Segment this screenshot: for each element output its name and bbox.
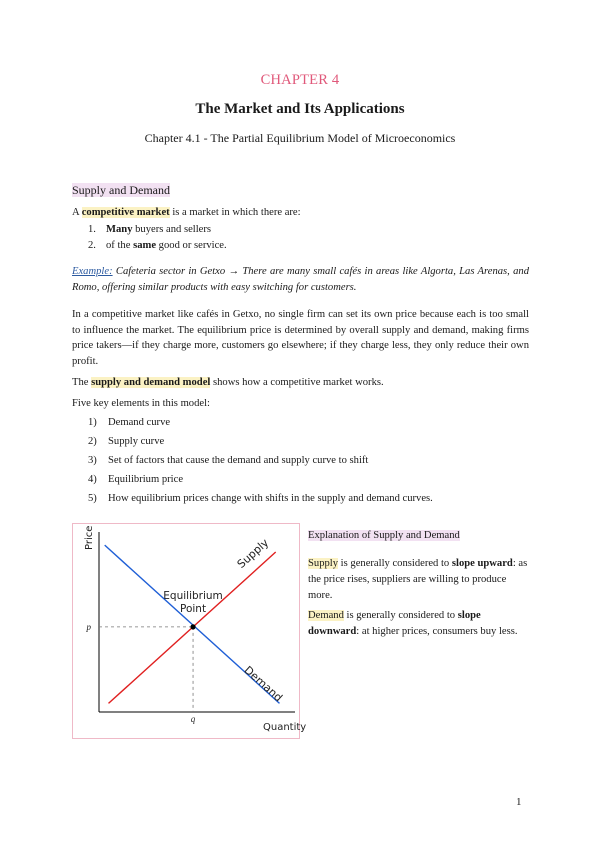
- supply-demand-model-term: supply and demand model: [91, 377, 211, 388]
- chapter-label: CHAPTER 4: [260, 72, 340, 88]
- demand-curve-label: Demand: [241, 663, 285, 705]
- supply-demand-figure: [72, 523, 307, 739]
- example-note: Example: Cafeteria sector in Getxo → There are many small cafés in areas like Algorta, Las Arenas, and Romo, offering similar products with easy switching for customers.: [72, 266, 529, 293]
- five-elements-intro: Five key elements in this model:: [72, 398, 210, 409]
- supply-curve-label: Supply: [234, 536, 272, 571]
- list-item: 2) Supply curve: [88, 436, 165, 447]
- list-item: 1) Demand curve: [88, 417, 171, 428]
- intro-sentence: A competitive market is a market in which there are:: [72, 207, 301, 218]
- p-label: p: [86, 621, 91, 632]
- list-item: 1. Many buyers and sellers: [88, 224, 212, 235]
- x-axis-label: Quantity: [263, 722, 307, 733]
- list-item: 4) Equilibrium price: [88, 474, 184, 485]
- supply-explanation: Supply is generally considered to slope upward: as the price rises, suppliers are willing to produce more.: [308, 558, 528, 601]
- explanation-heading: Explanation of Supply and Demand: [308, 530, 460, 541]
- list-item: 5) How equilibrium prices change with shifts in the supply and demand curves.: [88, 493, 433, 504]
- demand-explanation: Demand is generally considered to slope downward: at higher prices, consumers buy less.: [308, 610, 518, 637]
- supply-demand-chart: [73, 524, 307, 738]
- list-item: 3) Set of factors that cause the demand and supply curve to shift: [88, 455, 369, 466]
- page-number: 1: [516, 796, 522, 808]
- body-paragraph: In a competitive market like cafés in Getxo, no single firm can set its own price because each is too small to influence the market. The equilibrium price is determined by overall supply and demand, making firms price takers—if they charge more, customers go elsewhere; if they charge less, they only reduce their own profit.: [72, 309, 529, 367]
- y-axis-label: Price: [84, 525, 95, 550]
- example-label: Example:: [72, 266, 113, 277]
- equilibrium-label-line2: Point: [180, 602, 207, 615]
- list-item: 2. of the same good or service.: [88, 240, 227, 251]
- page-subtitle: Chapter 4.1 - The Partial Equilibrium Model of Microeconomics: [144, 131, 456, 145]
- competitive-market-term: competitive market: [81, 207, 170, 218]
- section-heading: Supply and Demand: [72, 183, 170, 197]
- page-title: The Market and Its Applications: [195, 101, 405, 117]
- q-label: q: [190, 714, 196, 724]
- equilibrium-point: [190, 624, 195, 629]
- model-sentence: The supply and demand model shows how a competitive market works.: [72, 377, 384, 388]
- equilibrium-label-line1: Equilibrium: [163, 589, 223, 602]
